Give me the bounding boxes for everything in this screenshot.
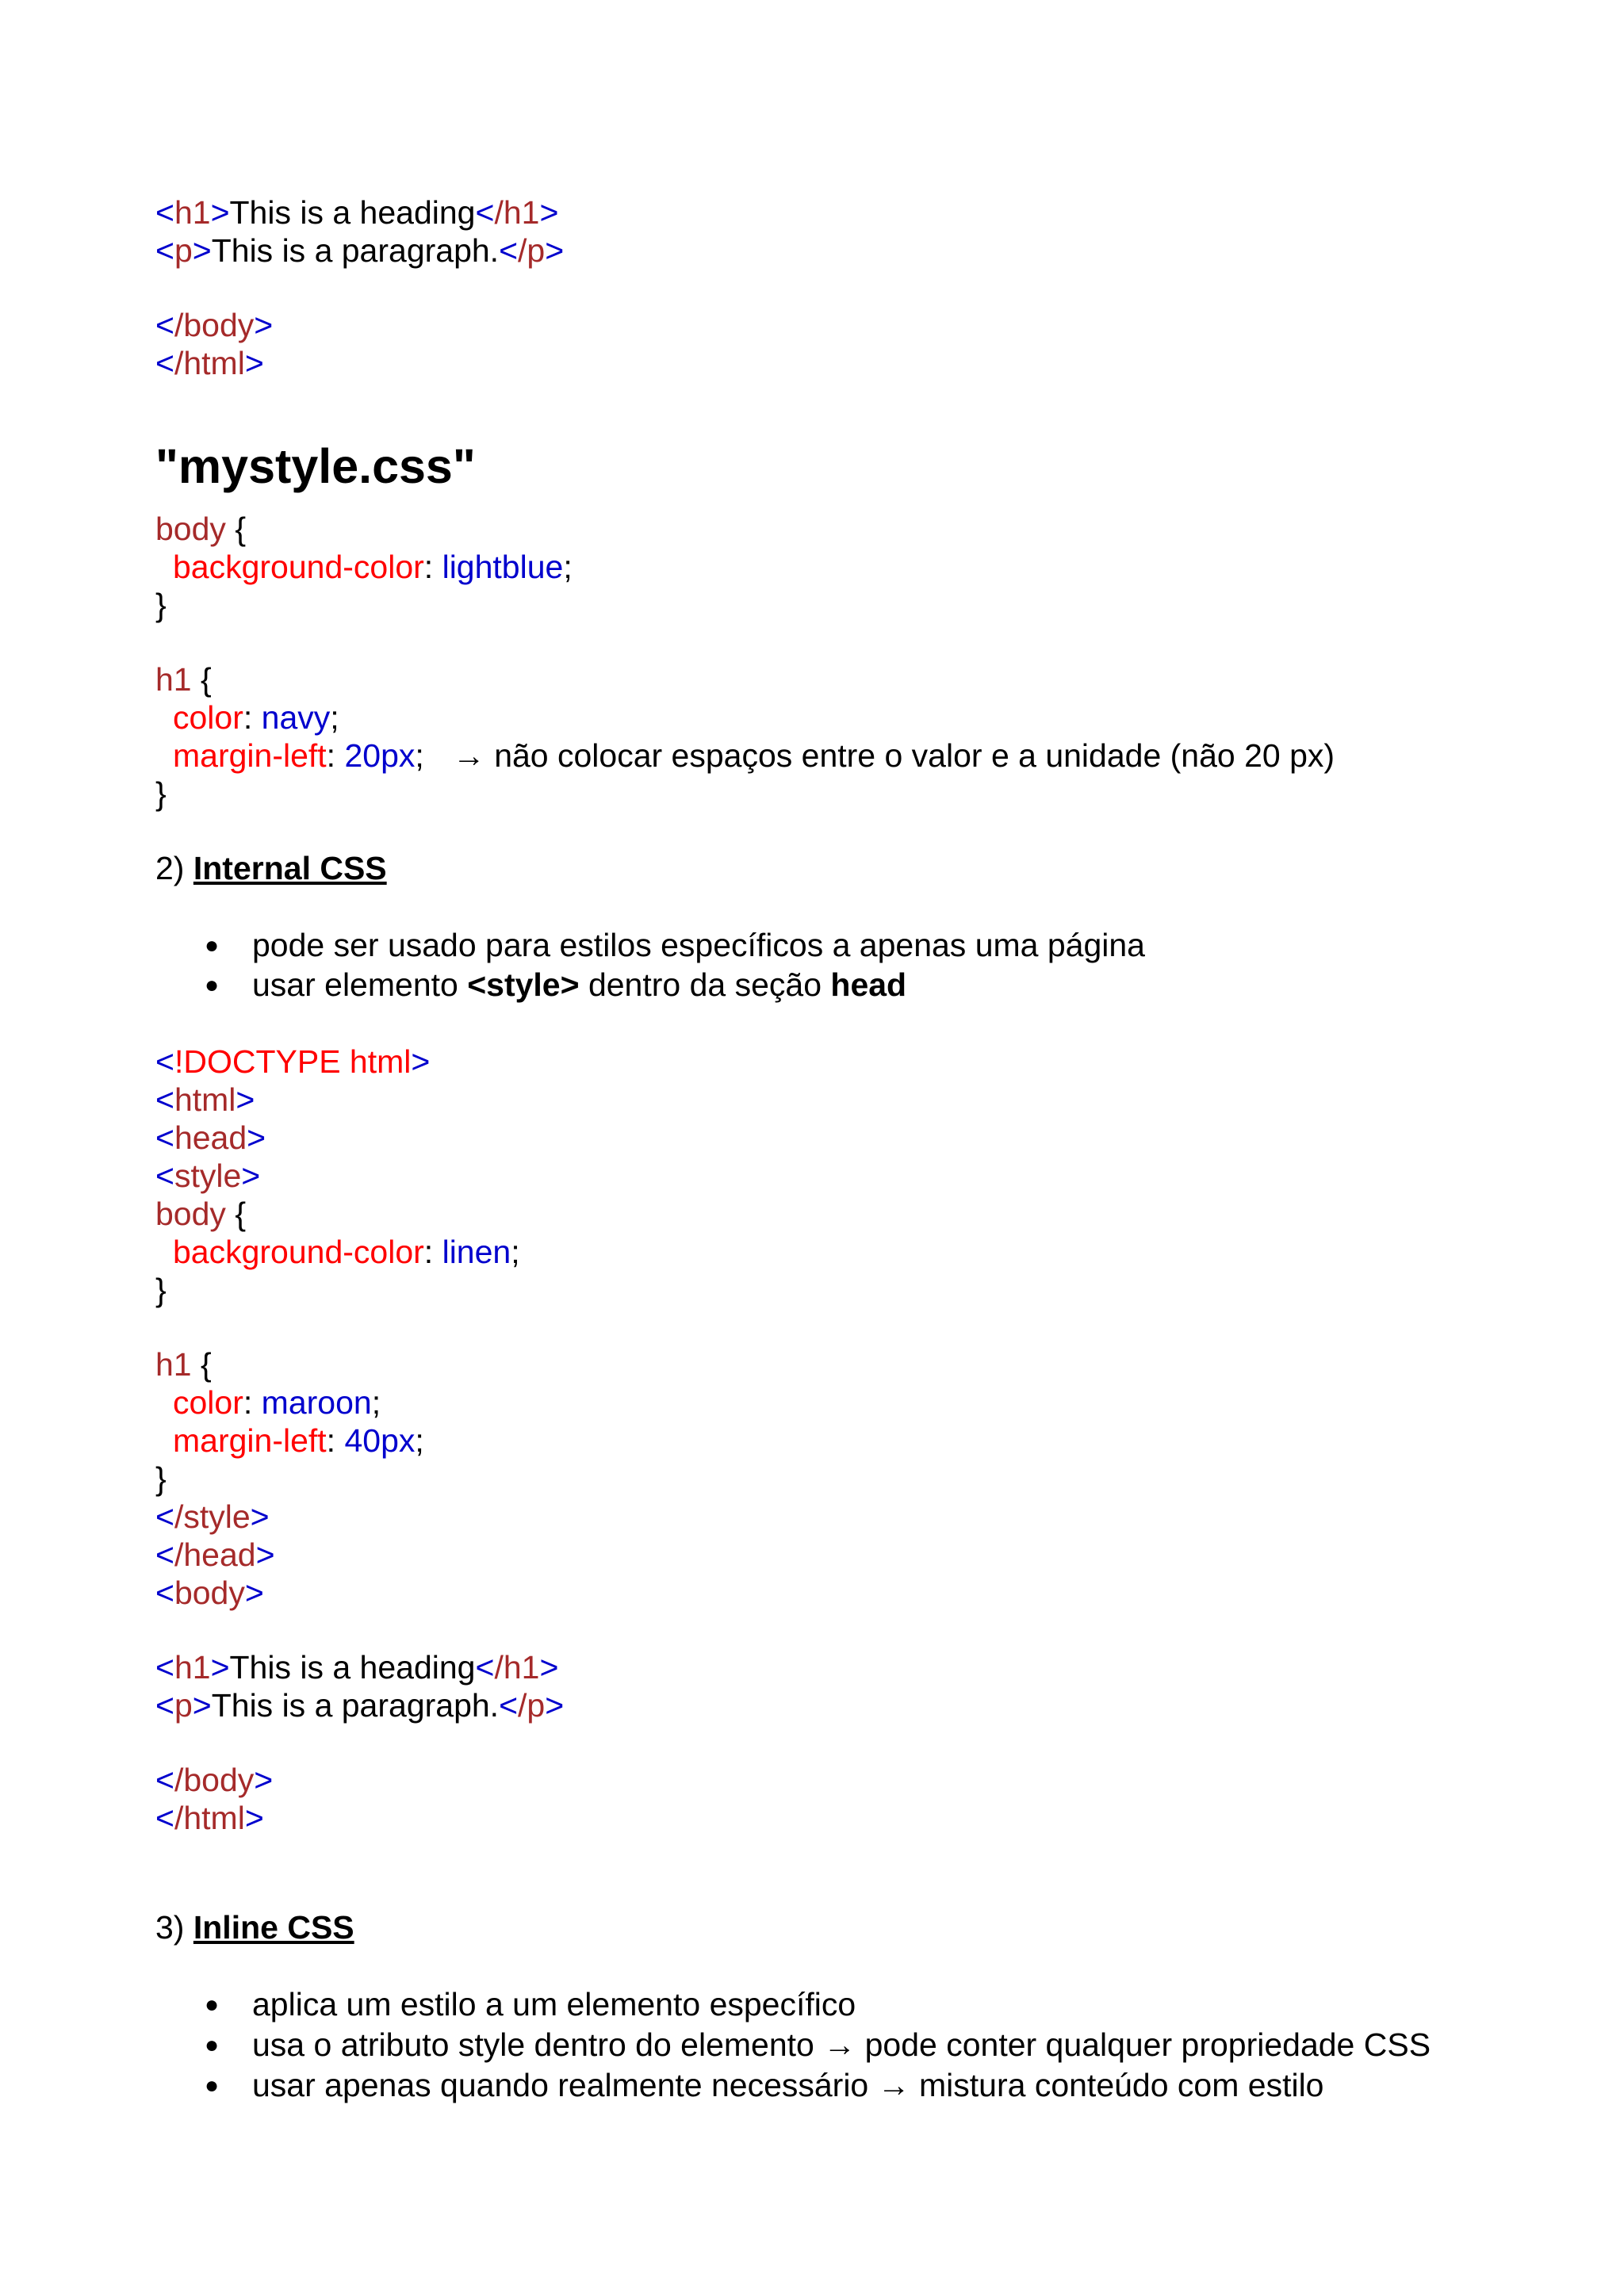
css-line-background: background-color: linen; [173, 1234, 520, 1270]
code-line-doctype: <!DOCTYPE html> [155, 1043, 431, 1080]
code-line-body-close: </body> [155, 1762, 274, 1798]
css-line-close: } [155, 1272, 167, 1308]
bullet-item: ● pode ser usado para estilos específicos a apenas uma página [205, 927, 1145, 963]
code-line-html-close: </html> [155, 345, 264, 381]
bullet-icon: ● [205, 2032, 220, 2058]
css-line-body-selector: body { [155, 1196, 247, 1232]
section-title: Inline CSS [193, 1909, 354, 1946]
css-line-h1-selector: h1 { [155, 661, 212, 698]
code-line-body-open: <body> [155, 1575, 264, 1611]
bullet-icon: ● [205, 2072, 220, 2099]
bullet-item: ● usar apenas quando realmente necessário → mistura conteúdo com estilo [205, 2067, 1324, 2103]
css-line-close: } [155, 587, 167, 623]
code-line-html-close: </html> [155, 1800, 264, 1836]
code-line-p: <p>This is a paragraph.</p> [155, 1687, 565, 1724]
section-inline-css: 3) Inline CSS [155, 1909, 354, 1946]
css-line-h1-selector: h1 { [155, 1346, 212, 1383]
code-line-body-close: </body> [155, 307, 274, 343]
css-line-background: background-color: lightblue; [173, 549, 573, 585]
css-line-body-selector: body { [155, 511, 247, 547]
bullet-item: ● usa o atributo style dentro do elemento → pode conter qualquer propriedade CSS [205, 2026, 1431, 2063]
bullet-icon: ● [205, 1992, 220, 2018]
section-internal-css: 2) Internal CSS [155, 850, 387, 886]
css-line-close: } [155, 1460, 167, 1497]
code-line-style-open: <style> [155, 1158, 261, 1194]
code-line-h1: <h1>This is a heading</h1> [155, 194, 559, 231]
code-line-head-open: <head> [155, 1119, 266, 1156]
section-title: Internal CSS [193, 850, 387, 886]
code-line-head-close: </head> [155, 1536, 275, 1573]
bullet-item: ● aplica um estilo a um elemento específico [205, 1986, 856, 2022]
bullet-icon: ● [205, 932, 220, 959]
code-line-h1: <h1>This is a heading</h1> [155, 1649, 559, 1686]
css-line-close: } [155, 775, 167, 812]
bullet-item: ● usar elemento <style> dentro da seção head [205, 966, 907, 1003]
code-line-p: <p>This is a paragraph.</p> [155, 232, 565, 269]
bullet-icon: ● [205, 972, 220, 998]
css-line-margin: margin-left: 20px; → não colocar espaços entre o valor e a unidade (não 20 px) [173, 737, 1335, 774]
css-line-color: color: navy; [173, 699, 339, 736]
css-line-color: color: maroon; [173, 1384, 381, 1421]
code-line-html-open: <html> [155, 1081, 255, 1118]
external-css-title: "mystyle.css" [155, 439, 476, 493]
margin-note: → não colocar espaços entre o valor e a unidade (não 20 px) [452, 737, 1335, 774]
css-line-margin: margin-left: 40px; [173, 1422, 424, 1459]
code-line-style-close: </style> [155, 1498, 270, 1535]
